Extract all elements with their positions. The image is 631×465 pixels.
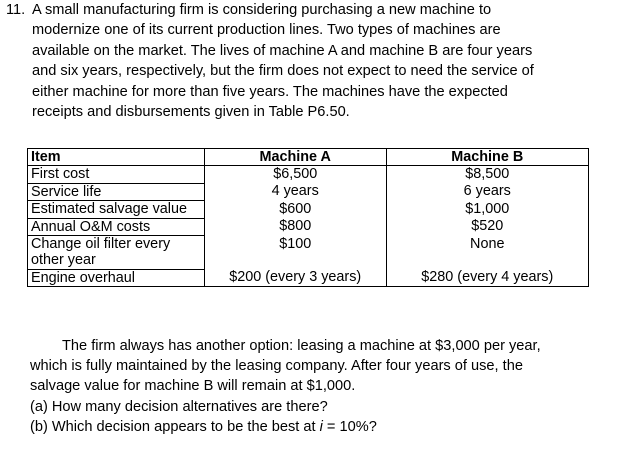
- header-machine-a: Machine A: [204, 149, 386, 166]
- row-item: Service life: [28, 183, 205, 200]
- followup-text: [30, 336, 620, 437]
- header-machine-b: Machine B: [386, 149, 588, 166]
- interest-rate-variable: i: [319, 418, 323, 435]
- row-machine-a: 4 years: [204, 183, 386, 200]
- row-machine-b: $8,500: [386, 166, 588, 183]
- question-b-prefix: (b) Which decision appears to be the best at: [30, 418, 320, 435]
- row-machine-b: $280 (every 4 years): [386, 269, 588, 286]
- table-row: [28, 218, 589, 235]
- problem-line: modernize one of its current production lines. Two types of machines are: [32, 22, 501, 39]
- row-machine-a: $600: [204, 201, 386, 218]
- question-b: [30, 417, 620, 437]
- table-row: [28, 269, 589, 286]
- followup-line: The firm always has another option: leasing a machine at $3,000 per year,: [62, 338, 541, 354]
- problem-line: and six years, respectively, but the firm does not expect to need the service of: [32, 63, 534, 80]
- row-item: Annual O&M costs: [28, 218, 205, 235]
- problem-number: 11.: [6, 2, 26, 18]
- row-machine-b: $520: [386, 218, 588, 235]
- row-machine-b: 6 years: [386, 183, 588, 200]
- table-row: [28, 166, 589, 183]
- machine-comparison-table: [27, 148, 589, 287]
- row-item: Engine overhaul: [28, 269, 205, 286]
- problem-line: either machine for more than five years. The machines have the expected: [32, 83, 508, 100]
- table-row: [28, 183, 589, 200]
- row-item-line: Change oil filter every: [31, 236, 171, 253]
- row-machine-a: $6,500: [204, 166, 386, 183]
- row-item: [28, 236, 205, 270]
- problem-line: receipts and disbursements given in Table P6.50.: [32, 104, 350, 121]
- row-item-line: other year: [31, 252, 96, 269]
- row-machine-b: None: [386, 236, 588, 270]
- row-item: First cost: [28, 166, 205, 183]
- table-row: [28, 201, 589, 218]
- question-b-suffix: = 10%?: [322, 418, 377, 435]
- row-machine-a: $100: [204, 236, 386, 270]
- followup-line: which is fully maintained by the leasing company. After four years of use, the: [30, 358, 523, 375]
- followup-line: salvage value for machine B will remain at $1,000.: [30, 378, 356, 395]
- row-machine-a: $200 (every 3 years): [204, 269, 386, 286]
- problem-line: A small manufacturing firm is considering purchasing a new machine to: [32, 2, 492, 18]
- question-a: (a) How many decision alternatives are there?: [30, 398, 328, 415]
- header-item: Item: [28, 149, 205, 166]
- table-header-row: [28, 149, 589, 166]
- table-row: [28, 236, 589, 270]
- row-machine-a: $800: [204, 218, 386, 235]
- row-machine-b: $1,000: [386, 201, 588, 218]
- problem-statement: [6, 0, 621, 122]
- problem-line: available on the market. The lives of machine A and machine B are four years: [32, 42, 533, 59]
- row-item: Estimated salvage value: [28, 201, 205, 218]
